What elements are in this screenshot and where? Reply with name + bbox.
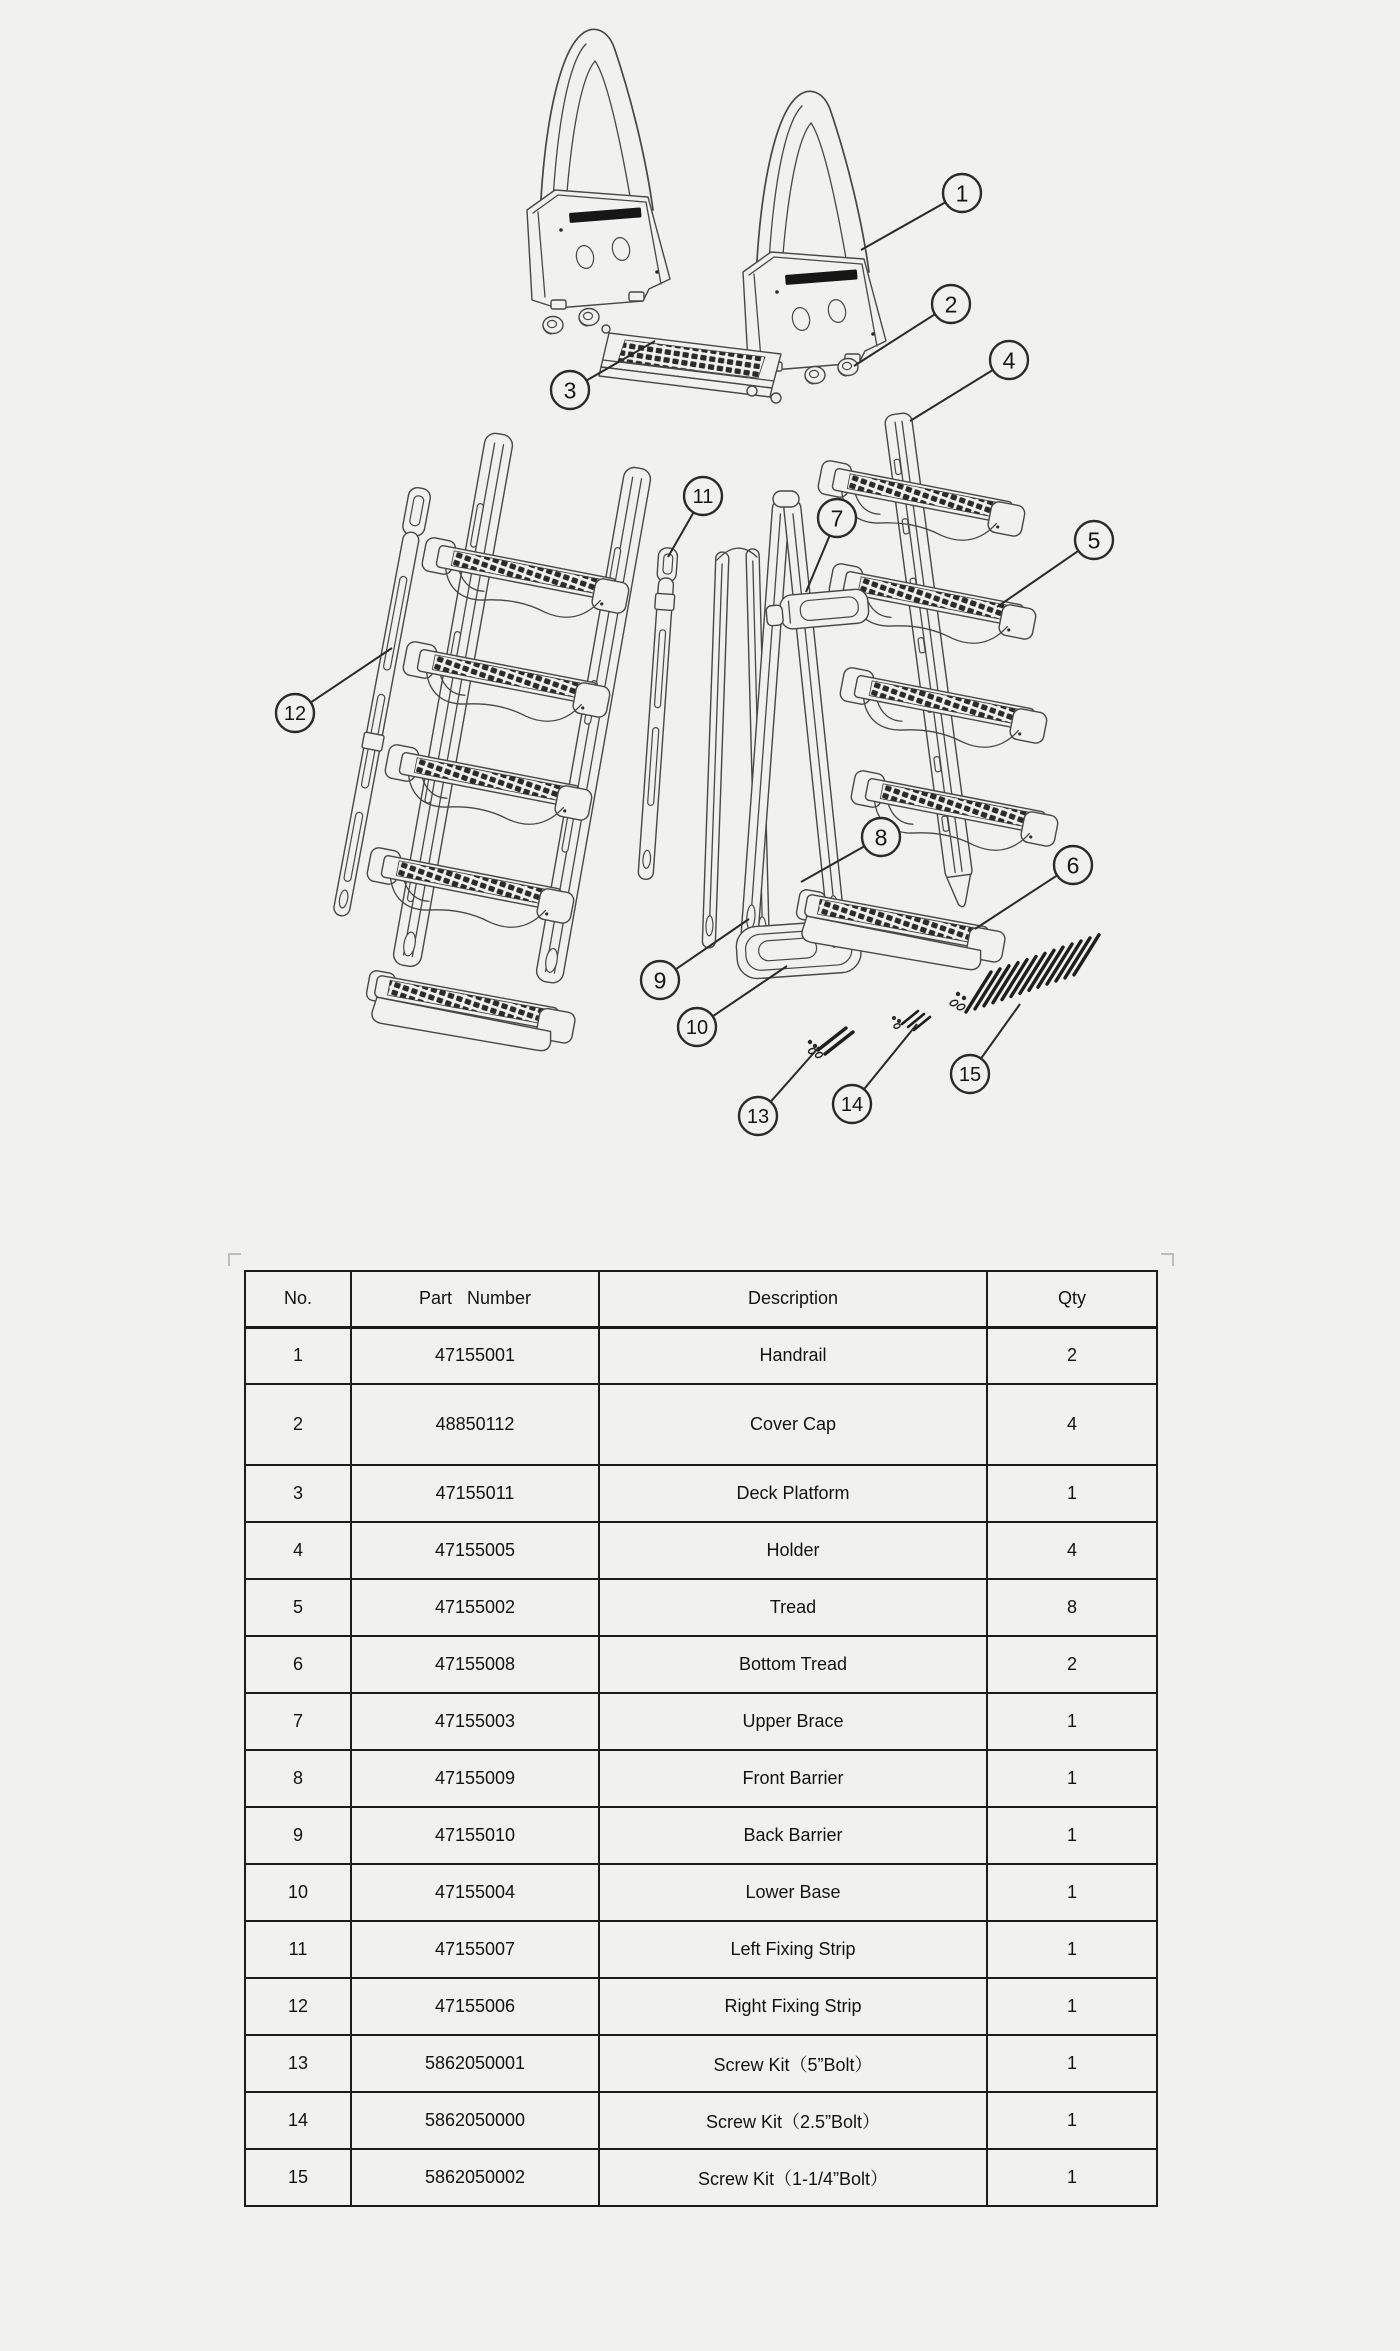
table-row [245,1636,1157,1693]
cell-part-number: 47155011 [351,1465,599,1522]
cell-no: 7 [245,1693,351,1750]
cell-qty: 1 [987,2092,1157,2149]
callout-number: 15 [958,1064,982,1087]
cell-no: 8 [245,1750,351,1807]
cell-description: Screw Kit（1-1/4”Bolt） [599,2149,987,2206]
callout-number: 10 [685,1017,709,1040]
cell-no: 11 [245,1921,351,1978]
callout-1 [943,174,981,212]
part-screw-kit-5in [808,1028,853,1058]
callout-number: 2 [944,291,958,318]
cell-part-number: 47155003 [351,1693,599,1750]
cell-description: Tread [599,1579,987,1636]
table-row [245,1807,1157,1864]
cell-no: 1 [245,1327,351,1384]
table-row [245,1465,1157,1522]
callout-number: 9 [653,967,667,994]
cell-qty: 1 [987,2149,1157,2206]
cell-qty: 1 [987,1978,1157,2035]
part-cover-cap [805,367,825,385]
cell-description: Bottom Tread [599,1636,987,1693]
table-handle-icon [1161,1253,1174,1266]
cell-description: Front Barrier [599,1750,987,1807]
parts-table [244,1270,1158,2207]
cell-no: 2 [245,1384,351,1465]
cell-description: Back Barrier [599,1807,987,1864]
cell-description: Cover Cap [599,1384,987,1465]
table-handle-icon [228,1253,241,1266]
callout-11 [684,477,722,515]
cell-description: Lower Base [599,1864,987,1921]
callout-8 [862,818,900,856]
cell-no: 9 [245,1807,351,1864]
cell-qty: 1 [987,1465,1157,1522]
callout-7 [818,499,856,537]
callout-number: 1 [955,180,969,207]
part-screw-kit-2-5in [892,1011,930,1030]
table-row [245,2149,1157,2206]
cell-description: Left Fixing Strip [599,1921,987,1978]
callout-number: 8 [874,824,888,851]
callout-number: 4 [1002,347,1016,374]
header-no: No. [245,1271,351,1327]
cell-qty: 1 [987,1864,1157,1921]
table-header-row [245,1271,1157,1327]
table-row [245,1327,1157,1384]
part-cover-cap [543,317,563,335]
callout-3 [551,371,589,409]
callout-5 [1075,521,1113,559]
header-qty: Qty [987,1271,1157,1327]
cell-description: Screw Kit（5”Bolt） [599,2035,987,2092]
table-row [245,1750,1157,1807]
callout-14 [833,1085,871,1123]
callout-leader-line [981,1004,1020,1059]
callout-2 [932,285,970,323]
cell-description: Holder [599,1522,987,1579]
callout-leader-line [997,551,1078,607]
table-row [245,1522,1157,1579]
callout-number: 12 [283,703,307,726]
cell-part-number: 47155008 [351,1636,599,1693]
cell-part-number: 47155007 [351,1921,599,1978]
callout-leader-line [861,202,946,250]
callout-number: 14 [840,1094,864,1117]
cell-description: Right Fixing Strip [599,1978,987,2035]
cell-part-number: 5862050002 [351,2149,599,2206]
cell-qty: 1 [987,1807,1157,1864]
cell-part-number: 5862050001 [351,2035,599,2092]
table-row [245,1579,1157,1636]
cell-part-number: 47155005 [351,1522,599,1579]
callout-leader-line [806,536,830,593]
callout-12 [276,694,314,732]
callout-number: 11 [692,486,714,509]
table-row [245,1384,1157,1465]
cell-description: Deck Platform [599,1465,987,1522]
header-part-number: Part Number [351,1271,599,1327]
cell-qty: 1 [987,2035,1157,2092]
callout-number: 13 [746,1106,770,1129]
callout-leader-line [910,370,993,421]
cell-part-number: 47155001 [351,1327,599,1384]
cell-description: Screw Kit（2.5”Bolt） [599,2092,987,2149]
callout-15 [951,1055,989,1093]
part-handrail [743,91,886,371]
cell-qty: 1 [987,1921,1157,1978]
table-row [245,1693,1157,1750]
table-row [245,1921,1157,1978]
cell-no: 5 [245,1579,351,1636]
callout-10 [678,1008,716,1046]
cell-qty: 8 [987,1579,1157,1636]
cell-no: 3 [245,1465,351,1522]
cell-no: 13 [245,2035,351,2092]
callout-number: 7 [830,505,844,532]
cell-no: 10 [245,1864,351,1921]
callout-6 [1054,846,1092,884]
cell-qty: 1 [987,1750,1157,1807]
callout-leader-line [771,1047,819,1102]
callout-9 [641,961,679,999]
callout-leader-line [975,875,1057,929]
cell-no: 6 [245,1636,351,1693]
callout-leader-line [668,513,694,558]
cell-no: 4 [245,1522,351,1579]
part-handrail [527,29,670,309]
cell-qty: 4 [987,1384,1157,1465]
cell-part-number: 47155009 [351,1750,599,1807]
parts-table-head [245,1271,1157,1327]
header-description: Description [599,1271,987,1327]
cell-part-number: 47155006 [351,1978,599,2035]
callout-13 [739,1097,777,1135]
cell-description: Handrail [599,1327,987,1384]
table-row [245,1864,1157,1921]
callout-leader-line [864,1024,917,1089]
callout-4 [990,341,1028,379]
part-bottom-tread [362,970,578,1058]
cell-description: Upper Brace [599,1693,987,1750]
callout-number: 5 [1087,527,1101,554]
cell-qty: 2 [987,1327,1157,1384]
cell-no: 14 [245,2092,351,2149]
callout-number: 6 [1066,852,1080,879]
cell-qty: 1 [987,1693,1157,1750]
cell-part-number: 47155002 [351,1579,599,1636]
table-row [245,2035,1157,2092]
table-row [245,1978,1157,2035]
cell-no: 12 [245,1978,351,2035]
part-cover-cap [579,309,599,327]
cell-part-number: 5862050000 [351,2092,599,2149]
parts-table-body [245,1327,1157,2206]
cell-part-number: 47155004 [351,1864,599,1921]
part-left-fixing-strip [636,547,678,880]
cell-qty: 2 [987,1636,1157,1693]
part-cover-cap [838,359,858,377]
table-row [245,2092,1157,2149]
cell-part-number: 48850112 [351,1384,599,1465]
cell-part-number: 47155010 [351,1807,599,1864]
cell-qty: 4 [987,1522,1157,1579]
callout-number: 3 [563,377,577,404]
cell-no: 15 [245,2149,351,2206]
